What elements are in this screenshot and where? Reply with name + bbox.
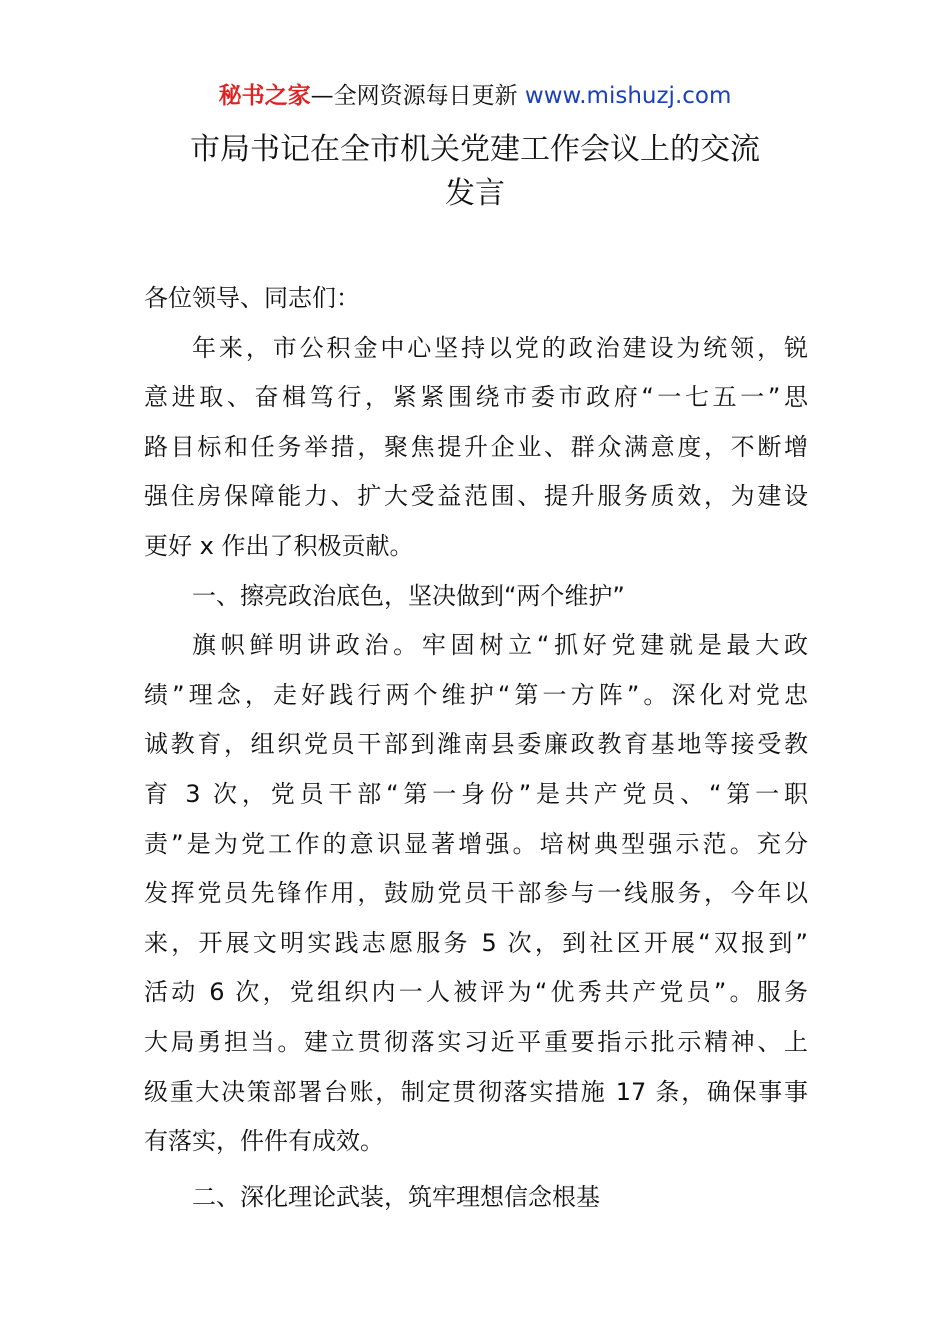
paragraph-intro (144, 324, 808, 572)
paragraph-line: 绩”理念，走好践行两个维护“第一方阵”。深化对党忠 (144, 680, 808, 709)
paragraph-line: 大局勇担当。建立贯彻落实习近平重要指示批示精神、上 (144, 1027, 808, 1056)
paragraph-line: 活动 6 次，党组织内一人被评为“优秀共产党员”。服务 (144, 978, 808, 1007)
section-heading-2: 二、深化理论武装，筑牢理想信念根基 (192, 1182, 600, 1211)
site-url[interactable]: www.mishuzj.com (524, 83, 732, 109)
section-heading-1: 一、擦亮政治底色，坚决做到“两个维护” (192, 581, 625, 610)
document-body (144, 274, 808, 1222)
paragraph-line: 更好 x 作出了积极贡献。 (144, 531, 414, 560)
paragraph-line: 育 3 次，党员干部“第一身份”是共产党员、“第一职 (144, 779, 808, 808)
paragraph-line: 责”是为党工作的意识显著增强。培树典型强示范。充分 (144, 829, 808, 858)
site-header (0, 80, 950, 112)
paragraph-section-1 (144, 621, 808, 1167)
paragraph-line: 意进取、奋楫笃行，紧紧围绕市委市政府“一七五一”思 (144, 383, 808, 412)
title-line-2: 发言 (445, 176, 505, 211)
title-line-1: 市局书记在全市机关党建工作会议上的交流 (190, 132, 760, 167)
document-title (120, 128, 830, 216)
paragraph-line: 级重大决策部署台账，制定贯彻落实措施 17 条，确保事事 (144, 1077, 808, 1106)
paragraph-line: 强住房保障能力、扩大受益范围、提升服务质效，为建设 (144, 482, 808, 511)
paragraph-line: 年来，市公积金中心坚持以党的政治建设为统领，锐 (192, 333, 808, 362)
site-brand: 秘书之家 (218, 83, 311, 109)
site-tagline: —全网资源每日更新 (310, 83, 525, 109)
paragraph-line: 诚教育，组织党员干部到潍南县委廉政教育基地等接受教 (144, 730, 808, 759)
paragraph-line: 路目标和任务举措，聚焦提升企业、群众满意度，不断增 (144, 432, 808, 461)
paragraph-line: 旗帜鲜明讲政治。牢固树立“抓好党建就是最大政 (192, 631, 808, 660)
paragraph-line: 来，开展文明实践志愿服务 5 次，到社区开展“双报到” (144, 928, 808, 957)
paragraph-line: 发挥党员先锋作用，鼓励党员干部参与一线服务，今年以 (144, 879, 808, 908)
greeting: 各位领导、同志们： (144, 284, 360, 312)
paragraph-line: 有落实，件件有成效。 (144, 1127, 384, 1156)
